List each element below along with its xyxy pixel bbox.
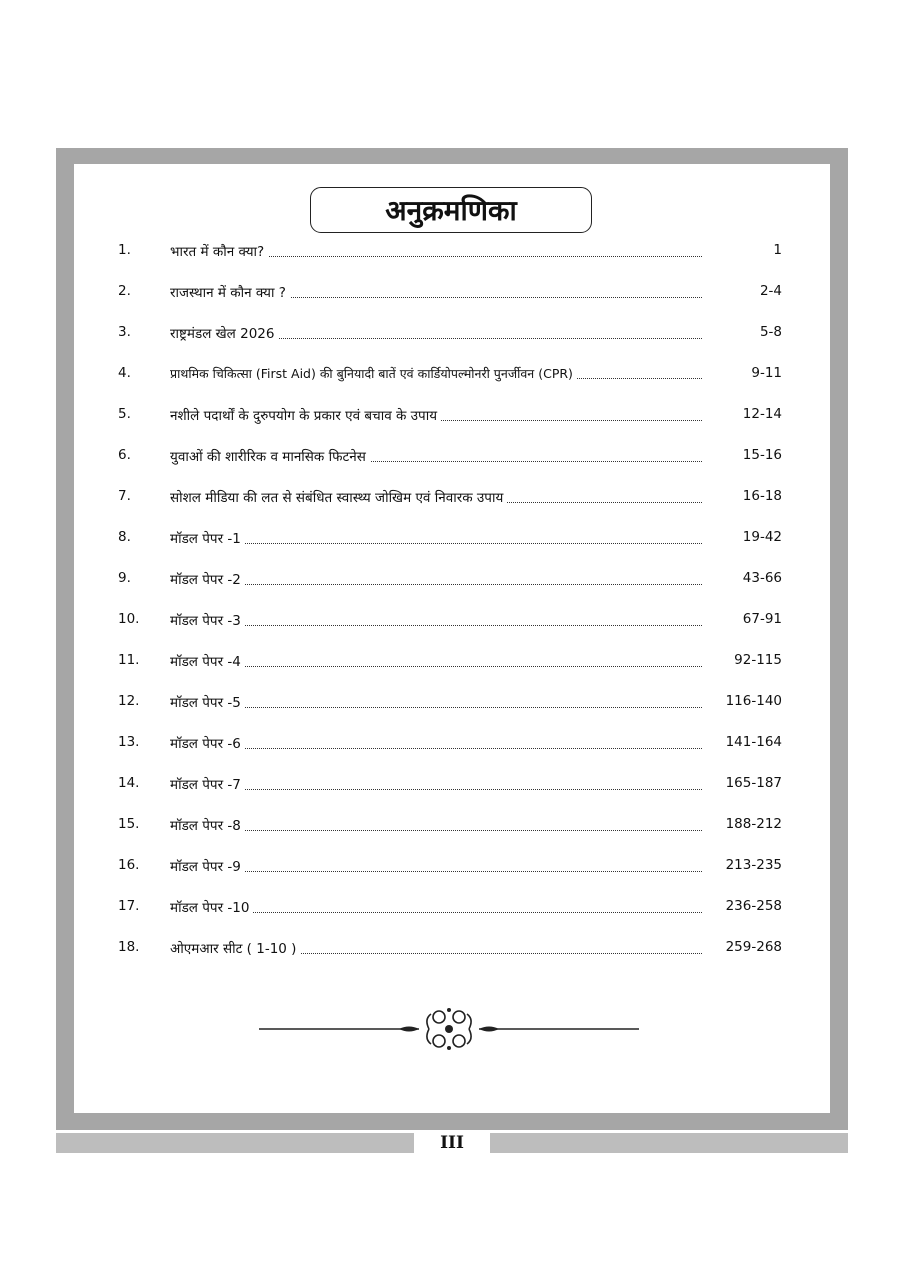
toc-entry: [170, 570, 710, 588]
toc-row[interactable]: [74, 357, 830, 389]
toc-row[interactable]: [74, 767, 830, 799]
toc-pages: 2-4: [759, 283, 782, 299]
toc-entry: [170, 734, 710, 752]
toc-pages: 236-258: [725, 898, 782, 914]
toc-pages: 15-16: [742, 447, 782, 463]
toc-row[interactable]: [74, 931, 830, 963]
toc-pages: 165-187: [725, 775, 782, 791]
toc-title: राष्ट्रमंडल खेल 2026: [170, 326, 279, 342]
toc-row[interactable]: [74, 275, 830, 307]
footer-bar-right: [490, 1133, 848, 1153]
toc-pages: 1: [773, 242, 782, 258]
toc-entry: [170, 283, 710, 301]
toc-entry: [170, 775, 710, 793]
toc-pages: 213-235: [725, 857, 782, 873]
ornament-divider-icon: [259, 1004, 639, 1054]
toc-pages: 67-91: [742, 611, 782, 627]
toc-number: 12.: [118, 693, 140, 709]
toc-number: 13.: [118, 734, 140, 750]
toc-pages: 188-212: [725, 816, 782, 832]
toc-pages: 16-18: [742, 488, 782, 504]
toc-entry: [170, 529, 710, 547]
toc-entry: [170, 365, 710, 382]
page-title: अनुक्रमणिका: [385, 194, 517, 227]
toc-title: भारत में कौन क्या?: [170, 244, 268, 260]
toc-number: 7.: [118, 488, 131, 504]
toc-entry: [170, 652, 710, 670]
toc-number: 11.: [118, 652, 140, 668]
toc-pages: 259-268: [725, 939, 782, 955]
toc-title: प्राथमिक चिकित्सा (First Aid) की बुनियादी बातें एवं कार्डियोपल्मोनरी पुनर्जीवन (CPR): [170, 366, 577, 381]
footer-bar-left: [56, 1133, 414, 1153]
toc-title: ओएमआर सीट ( 1-10 ): [170, 941, 300, 957]
toc-title: मॉडल पेपर -6: [170, 736, 245, 752]
toc-row[interactable]: [74, 603, 830, 635]
toc-number: 1.: [118, 242, 131, 258]
toc-number: 17.: [118, 898, 140, 914]
toc-row[interactable]: [74, 808, 830, 840]
dot-leader: [170, 748, 702, 749]
toc-pages: 5-8: [759, 324, 782, 340]
toc-row[interactable]: [74, 644, 830, 676]
toc-row[interactable]: [74, 398, 830, 430]
toc-pages: 141-164: [725, 734, 782, 750]
toc-pages: 116-140: [725, 693, 782, 709]
toc-row[interactable]: [74, 521, 830, 553]
toc-title: युवाओं की शारीरिक व मानसिक फिटनेस: [170, 449, 370, 465]
toc-entry: [170, 242, 710, 260]
toc-pages: 43-66: [742, 570, 782, 586]
toc-number: 10.: [118, 611, 140, 627]
toc-entry: [170, 447, 710, 465]
dot-leader: [170, 584, 702, 585]
dot-leader: [170, 871, 702, 872]
toc-title: नशीले पदार्थों के दुरुपयोग के प्रकार एवं बचाव के उपाय: [170, 408, 441, 424]
toc-row[interactable]: [74, 726, 830, 758]
toc-pages: 92-115: [734, 652, 782, 668]
dot-leader: [170, 543, 702, 544]
toc-row[interactable]: [74, 562, 830, 594]
toc-number: 18.: [118, 939, 140, 955]
toc-row[interactable]: [74, 890, 830, 922]
toc-entry: [170, 611, 710, 629]
toc-pages: 19-42: [742, 529, 782, 545]
toc-title: मॉडल पेपर -2: [170, 572, 245, 588]
toc-entry: [170, 939, 710, 957]
toc-number: 2.: [118, 283, 131, 299]
toc-number: 3.: [118, 324, 131, 340]
toc-row[interactable]: [74, 316, 830, 348]
toc-title: मॉडल पेपर -1: [170, 531, 245, 547]
toc-number: 9.: [118, 570, 131, 586]
toc-row[interactable]: [74, 234, 830, 266]
toc-entry: [170, 324, 710, 342]
dot-leader: [170, 789, 702, 790]
toc-entry: [170, 693, 710, 711]
toc-title: मॉडल पेपर -4: [170, 654, 245, 670]
toc-title: मॉडल पेपर -5: [170, 695, 245, 711]
toc-entry: [170, 406, 710, 424]
toc-entry: [170, 816, 710, 834]
toc-number: 8.: [118, 529, 131, 545]
dot-leader: [170, 625, 702, 626]
heading-box: [310, 187, 592, 233]
toc-pages: 9-11: [751, 365, 782, 381]
content-panel: [74, 164, 830, 1113]
page-number: III: [440, 1133, 464, 1153]
toc-title: मॉडल पेपर -9: [170, 859, 245, 875]
toc-number: 4.: [118, 365, 131, 381]
toc-number: 16.: [118, 857, 140, 873]
toc-number: 5.: [118, 406, 131, 422]
toc-title: मॉडल पेपर -7: [170, 777, 245, 793]
toc-entry: [170, 898, 710, 916]
toc-entry: [170, 488, 710, 506]
toc-number: 15.: [118, 816, 140, 832]
dot-leader: [170, 707, 702, 708]
page-frame: [56, 148, 848, 1130]
toc-pages: 12-14: [742, 406, 782, 422]
toc-number: 6.: [118, 447, 131, 463]
toc-row[interactable]: [74, 849, 830, 881]
toc-row[interactable]: [74, 685, 830, 717]
toc-title: मॉडल पेपर -10: [170, 900, 253, 916]
toc-title: सोशल मीडिया की लत से संबंधित स्वास्थ्य जोखिम एवं निवारक उपाय: [170, 490, 507, 506]
dot-leader: [170, 830, 702, 831]
dot-leader: [170, 666, 702, 667]
toc-title: मॉडल पेपर -8: [170, 818, 245, 834]
toc-number: 14.: [118, 775, 140, 791]
toc-entry: [170, 857, 710, 875]
toc-row[interactable]: [74, 480, 830, 512]
toc-title: राजस्थान में कौन क्या ?: [170, 285, 290, 301]
toc-row[interactable]: [74, 439, 830, 471]
toc-title: मॉडल पेपर -3: [170, 613, 245, 629]
